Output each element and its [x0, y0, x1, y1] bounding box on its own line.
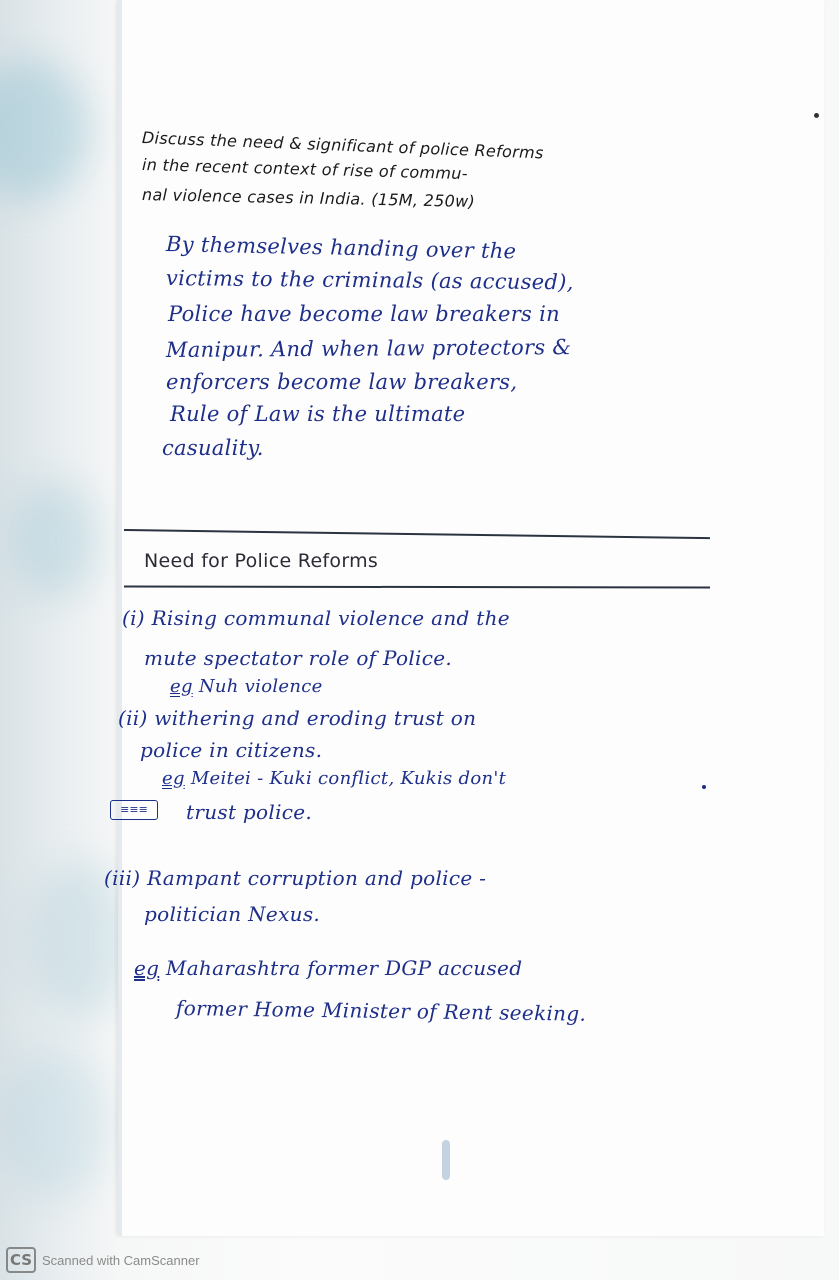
- point-1-text: Rising communal violence and the: [151, 606, 510, 630]
- stain: [0, 60, 90, 200]
- intro-line-1: By themselves handing over the: [165, 232, 517, 264]
- camscanner-watermark: [6, 1244, 200, 1276]
- question-line-1: Discuss the need & significant of police Reforms: [141, 128, 544, 163]
- ink-smudge: [442, 1140, 450, 1180]
- ink-dot: [814, 113, 819, 118]
- point-2-example-text: Meitei - Kuki conflict, Kukis don't: [190, 768, 507, 789]
- question-line-2: in the recent context of rise of commu-: [141, 155, 469, 184]
- intro-line-7: casuality.: [162, 436, 264, 460]
- point-1-line-1: [122, 606, 510, 630]
- watermark-text: Scanned with CamScanner: [42, 1252, 200, 1268]
- point-1-example: [170, 676, 323, 697]
- point-3-line-2: politician Nexus.: [144, 902, 321, 926]
- stain: [0, 1050, 110, 1200]
- point-3-example-1: [134, 956, 522, 980]
- eg-marker: eg: [134, 956, 160, 980]
- intro-line-4: Manipur. And when law protectors &: [165, 335, 572, 362]
- question-line-3: nal violence cases in India. (15M, 250w): [141, 185, 476, 211]
- point-2-text: withering and eroding trust on: [154, 706, 477, 730]
- point-1-line-2: mute spectator role of Police.: [144, 646, 453, 670]
- intro-line-5: enforcers become law breakers,: [166, 370, 518, 394]
- point-2-line-1: [118, 706, 476, 730]
- point-3-text: Rampant corruption and police -: [146, 866, 487, 890]
- eg-marker: eg: [162, 768, 185, 789]
- intro-line-6: Rule of Law is the ultimate: [170, 402, 466, 426]
- eg-marker: eg: [170, 676, 193, 697]
- point-3-example-text: Maharashtra former DGP accused: [165, 956, 523, 980]
- stain: [10, 480, 100, 600]
- point-2-line-2: police in citizens.: [140, 738, 323, 762]
- section-heading: Need for Police Reforms: [144, 550, 379, 572]
- camscanner-logo-icon: CS: [6, 1247, 36, 1273]
- point-2-label: (ii): [118, 706, 148, 730]
- point-1-example-text: Nuh violence: [198, 676, 323, 697]
- point-3-example-2: former Home Minister of Rent seeking.: [175, 996, 587, 1026]
- point-2-example-2: trust police.: [186, 800, 313, 824]
- ink-dot: [702, 785, 706, 789]
- point-2-example-1: [162, 768, 506, 789]
- struck-box-mark: ≡≡≡: [110, 800, 158, 820]
- point-3-label: (iii): [104, 866, 141, 890]
- intro-line-2: victims to the criminals (as accused),: [165, 266, 574, 295]
- point-3-line-1: [104, 866, 486, 890]
- intro-line-3: Police have become law breakers in: [168, 302, 560, 326]
- point-1-label: (i): [122, 606, 145, 630]
